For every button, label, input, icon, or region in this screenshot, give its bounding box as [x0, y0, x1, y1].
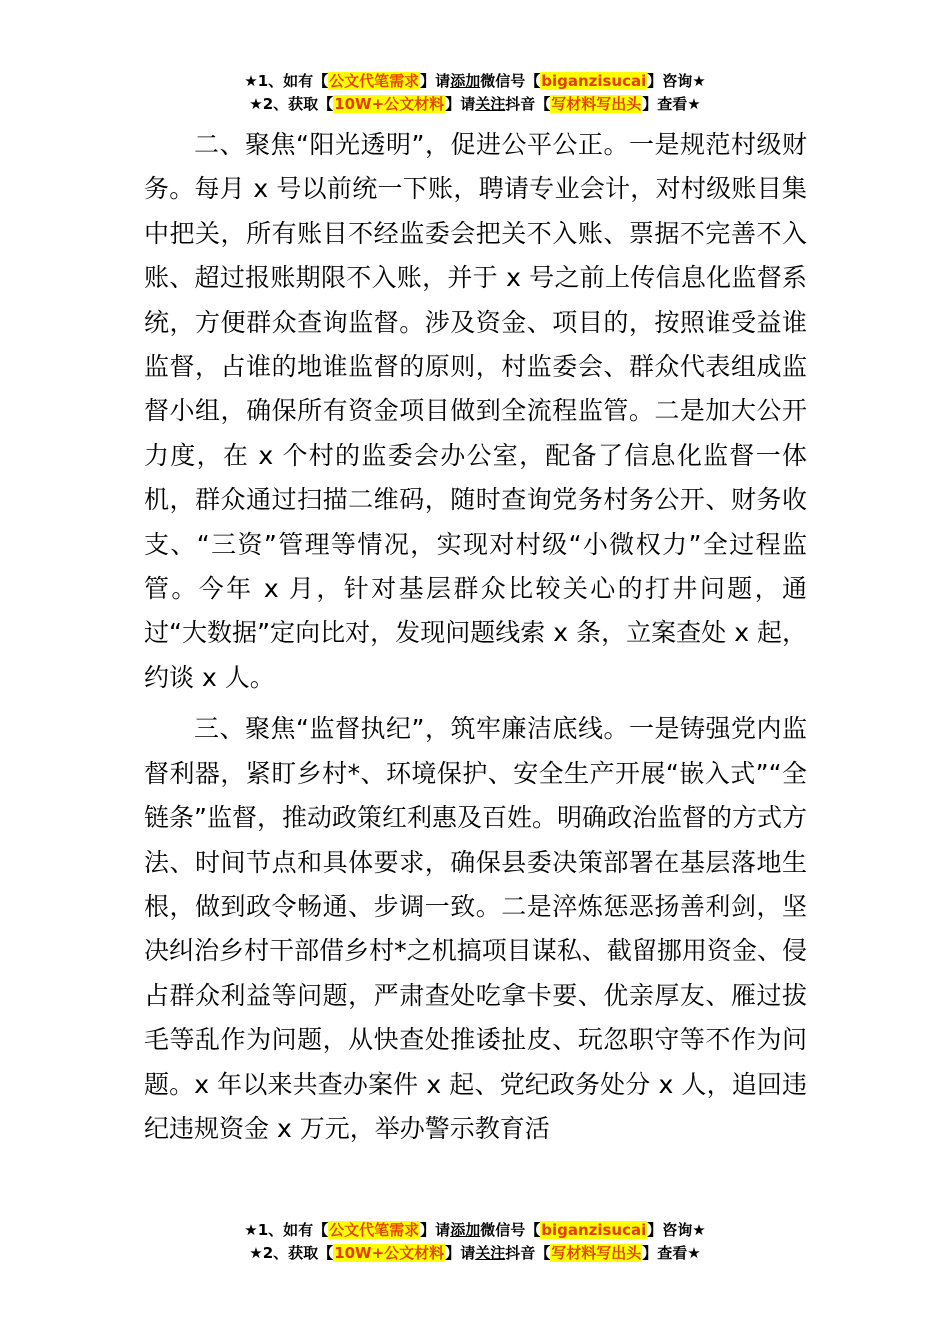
header-line-1-mid2: 微信号【: [480, 72, 541, 90]
footer-line-2-highlight-materials: 10W+公文材料: [334, 1244, 445, 1262]
header-line-2-mid: 】请: [445, 95, 476, 113]
header-line-2: [0, 93, 950, 116]
header-line-1-highlight-service: 公文代笔需求: [329, 72, 420, 90]
header-line-1-prefix: ★1、如有【: [244, 72, 329, 90]
footer-line-2-highlight-douyin: 写材料写出头: [551, 1244, 642, 1262]
footer-line-1-highlight-service: 公文代笔需求: [329, 1221, 420, 1239]
header-line-2-highlight-materials: 10W+公文材料: [334, 95, 445, 113]
document-body: [144, 123, 807, 1151]
footer-line-1-underlined: 添加: [450, 1221, 481, 1239]
footer-line-1-suffix: 】咨询★: [647, 1221, 706, 1239]
footer-line-1-mid: 】请: [420, 1221, 451, 1239]
header-line-1-mid: 】请: [420, 72, 451, 90]
header-line-1-underlined: 添加: [450, 72, 481, 90]
footer-line-2-mid: 】请: [445, 1244, 476, 1262]
header-line-2-mid2: 抖音【: [505, 95, 551, 113]
header-line-2-prefix: ★2、获取【: [249, 95, 334, 113]
footer-line-2: [0, 1242, 950, 1265]
header-banner: [0, 70, 950, 116]
header-line-1: [0, 70, 950, 93]
footer-line-1-prefix: ★1、如有【: [244, 1221, 329, 1239]
header-line-2-highlight-douyin: 写材料写出头: [551, 95, 642, 113]
footer-line-1: [0, 1219, 950, 1242]
header-line-1-suffix: 】咨询★: [647, 72, 706, 90]
footer-line-2-suffix: 】查看★: [642, 1244, 701, 1262]
footer-line-1-mid2: 微信号【: [480, 1221, 541, 1239]
footer-line-2-underlined: 关注: [475, 1244, 506, 1262]
footer-line-2-prefix: ★2、获取【: [249, 1244, 334, 1262]
body-paragraph-3: 三、聚焦“监督执纪”，筑牢廉洁底线。一是铸强党内监督利器，紧盯乡村*、环境保护、安全生产开展“嵌入式”“全链条”监督，推动政策红利惠及百姓。明确政治监督的方式方法、时间节点和具体要求，确保县委决策部署在基层落地生根，做到政令畅通、步调一致。二是淬炼惩恶扬善利剑，坚决纠治乡村干部借乡村*之机搞项目谋私、截留挪用资金、侵占群众利益等问题，严肃查处吃拿卡要、优亲厚友、雁过拔毛等乱作为问题，从快查处推诿扯皮、玩忽职守等不作为问题。x 年以来共查办案件 x 起、党纪政务处分 x 人，追回违纪违规资金 x 万元，举办警示教育活: [144, 714, 807, 1143]
body-paragraph-2: 二、聚焦“阳光透明”，促进公平公正。一是规范村级财务。每月 x 号以前统一下账，聘请专业会计，对村级账目集中把关，所有账目不经监委会把关不入账、票据不完善不入账、超过报账期限不入账，并于 x 号之前上传信息化监督系统，方便群众查询监督。涉及资金、项目的，按照谁受益谁监督，占谁的地谁监督的原则，村监委会、群众代表组成监督小组，确保所有资金项目做到全流程监管。二是加大公开力度，在 x 个村的监委会办公室，配备了信息化监督一体机，群众通过扫描二维码，随时查询党务村务公开、财务收支、“三资”管理等情况，实现对村级“小微权力”全过程监管。今年 x 月，针对基层群众比较关心的打井问题，通过“大数据”定向比对，发现问题线索 x 条，立案查处 x 起，约谈 x 人。: [144, 130, 807, 692]
footer-line-1-highlight-wechat: biganzisucai: [541, 1221, 647, 1239]
footer-banner: [0, 1219, 950, 1265]
header-line-1-highlight-wechat: biganzisucai: [541, 72, 647, 90]
header-line-2-suffix: 】查看★: [642, 95, 701, 113]
header-line-2-underlined: 关注: [475, 95, 506, 113]
footer-line-2-mid2: 抖音【: [505, 1244, 551, 1262]
